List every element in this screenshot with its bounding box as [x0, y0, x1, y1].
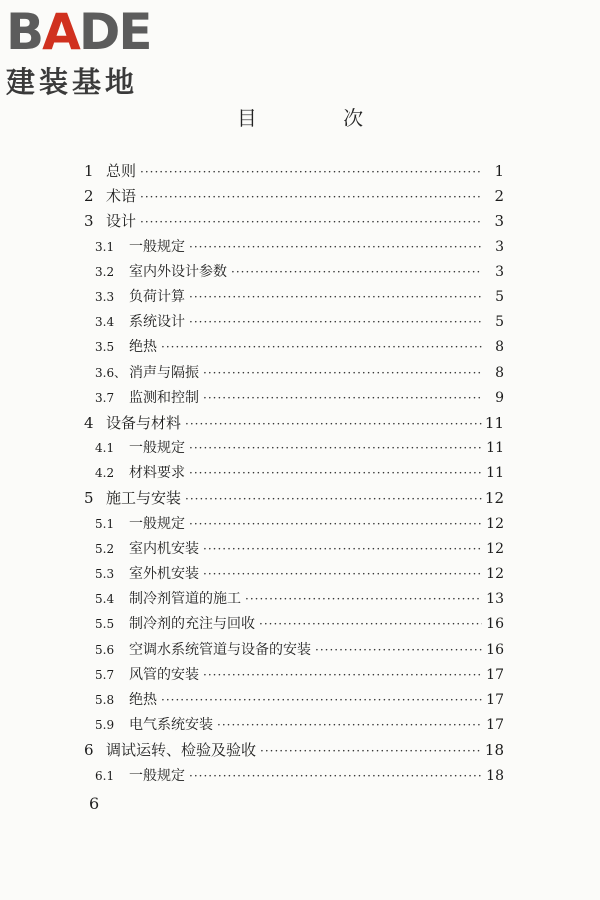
toc-entry-label: 总则 — [106, 162, 137, 180]
toc-entry-number: 5.9 — [95, 718, 115, 733]
toc-entry-number: 5.6 — [95, 642, 115, 657]
toc-entry-label: 负荷计算 — [129, 288, 185, 305]
toc-entry-number: 2 — [84, 187, 94, 206]
logo-wordmark — [6, 3, 176, 61]
logo-letters-de: DE — [78, 3, 151, 61]
toc-entry-page: 12 — [486, 515, 504, 532]
toc-entry-label: 电气系统安装 — [129, 717, 213, 734]
toc-dot-leader — [260, 744, 482, 758]
toc-entry[interactable] — [80, 462, 504, 487]
toc-entry-label: 室外机安装 — [129, 566, 199, 582]
toc-entry-page: 12 — [486, 540, 504, 557]
toc-entry-number: 5.3 — [95, 567, 115, 581]
toc-entry-number: 4.2 — [95, 466, 115, 481]
toc-dot-leader — [161, 340, 482, 354]
toc-entry[interactable] — [80, 639, 504, 664]
toc-entry[interactable] — [80, 160, 504, 185]
toc-dot-leader — [203, 366, 482, 380]
toc-dot-leader — [185, 492, 482, 506]
toc-entry-label: 制冷剂的充注与回收 — [129, 616, 255, 633]
toc-dot-leader — [161, 693, 482, 707]
toc-entry-label: 一般规定 — [129, 515, 185, 532]
toc-entry[interactable] — [80, 185, 504, 210]
toc-entry-page: 17 — [486, 717, 504, 734]
toc-entry-page: 13 — [486, 591, 504, 608]
toc-entry-label: 空调水系统管道与设备的安装 — [129, 641, 311, 658]
toc-entry-page: 12 — [484, 489, 504, 508]
toc-entry-page: 3 — [495, 263, 504, 280]
toc-dot-leader — [203, 542, 482, 556]
toc-dot-leader — [189, 240, 482, 254]
toc-dot-leader — [140, 190, 482, 204]
toc-entry-label: 一般规定 — [129, 440, 185, 457]
logo-letter-b: B — [6, 3, 43, 61]
toc-entry-page: 11 — [484, 413, 504, 432]
toc-entry-page: 17 — [486, 666, 504, 683]
toc-dot-leader — [189, 441, 482, 455]
toc-dot-leader — [189, 466, 482, 480]
toc-entry-label: 设计 — [106, 212, 137, 231]
toc-entry-page: 18 — [486, 767, 504, 784]
toc-entry-label: 施工与安装 — [106, 489, 182, 508]
toc-entry-number: 3.7 — [95, 390, 115, 405]
toc-entry-page: 18 — [484, 741, 504, 760]
toc-entry-number: 4.1 — [95, 441, 115, 456]
toc-dot-leader — [245, 592, 482, 606]
logo-subtitle: 建装基地 — [6, 65, 139, 99]
toc-entry-number: 5.4 — [95, 592, 115, 607]
toc-entry-label: 绝热 — [129, 691, 157, 708]
toc-entry[interactable] — [80, 487, 504, 512]
toc-entry-label: 一般规定 — [129, 238, 185, 255]
toc-entry-number: 6 — [84, 741, 94, 760]
toc-entry-number: 6.1 — [95, 768, 115, 783]
toc-dot-leader — [140, 215, 482, 229]
page-number: 6 — [89, 794, 100, 813]
toc-dot-leader — [203, 567, 482, 581]
toc-entry-label: 绝热 — [129, 339, 157, 356]
toc-entry[interactable] — [80, 362, 504, 387]
toc-entry-page: 3 — [495, 238, 504, 255]
toc-entry-number: 5 — [84, 489, 94, 508]
toc-dot-leader — [217, 718, 482, 732]
toc-entry-label: 设备与材料 — [106, 413, 182, 432]
toc-entry-number: 5.2 — [95, 541, 115, 556]
toc-entry-label: 术语 — [106, 187, 137, 206]
toc-entry-page: 9 — [495, 389, 504, 406]
toc-entry[interactable] — [80, 412, 504, 437]
toc-entry-number: 1 — [84, 162, 94, 180]
toc-entry[interactable] — [80, 765, 504, 790]
toc-entry-label: 消声与隔振 — [129, 364, 199, 381]
toc-entry[interactable] — [80, 739, 504, 764]
toc-entry[interactable] — [80, 236, 504, 261]
toc-entry-label: 风管的安装 — [129, 666, 199, 683]
toc-entry[interactable] — [80, 387, 504, 412]
toc-entry[interactable] — [80, 689, 504, 714]
toc-entry-page: 1 — [494, 162, 504, 180]
toc-entry-label: 材料要求 — [129, 465, 185, 482]
toc-dot-leader — [259, 617, 482, 631]
toc-entry-number: 5.5 — [95, 617, 115, 632]
toc-dot-leader — [231, 265, 482, 279]
toc-entry-number: 5.7 — [95, 667, 115, 682]
toc-entry-label: 监测和控制 — [129, 389, 199, 406]
toc-entry[interactable] — [80, 563, 504, 588]
toc-entry-page: 16 — [486, 616, 504, 633]
toc-dot-leader — [203, 668, 482, 682]
toc-dot-leader — [189, 517, 482, 531]
toc-entry-page: 11 — [486, 440, 504, 457]
toc-dot-leader — [315, 643, 482, 657]
toc-entry[interactable] — [80, 613, 504, 638]
toc-dot-leader — [189, 315, 482, 329]
toc-entry-label: 系统设计 — [129, 314, 185, 331]
toc-dot-leader — [189, 290, 482, 304]
toc-entry-page: 16 — [486, 641, 504, 658]
toc-entry[interactable] — [80, 336, 504, 361]
toc-entry[interactable] — [80, 437, 504, 462]
toc-entry[interactable] — [80, 538, 504, 563]
toc-entry-label: 室内机安装 — [129, 540, 199, 557]
toc-entry-page: 5 — [495, 314, 504, 331]
toc-entry-page: 5 — [495, 288, 504, 305]
toc-entry-number: 5.1 — [95, 516, 115, 531]
toc-dot-leader — [203, 391, 482, 405]
toc-entry-number: 3.3 — [95, 289, 115, 304]
toc-dot-leader — [140, 165, 482, 179]
toc-dot-leader — [189, 769, 482, 783]
toc-entry[interactable] — [80, 588, 504, 613]
logo — [6, 3, 176, 101]
toc-entry-number: 3.2 — [95, 264, 115, 279]
toc-entry-label: 调试运转、检验及验收 — [106, 741, 257, 760]
toc-entry-number: 3.5 — [95, 340, 115, 355]
toc-entry[interactable] — [80, 286, 504, 311]
toc-entry[interactable] — [80, 311, 504, 336]
toc-entry-number: 3.6、 — [95, 365, 127, 380]
toc-entry-page: 8 — [495, 339, 504, 356]
toc-entry[interactable] — [80, 513, 504, 538]
toc-entry-page: 11 — [486, 465, 504, 482]
toc-entry-page: 8 — [495, 364, 504, 381]
toc-entry[interactable] — [80, 261, 504, 286]
toc-dot-leader — [185, 417, 482, 431]
logo-letter-a: A — [42, 3, 79, 61]
toc-entry[interactable] — [80, 664, 504, 689]
toc-entry-number: 3.4 — [95, 315, 115, 330]
toc-entry-number: 4 — [84, 413, 94, 432]
table-of-contents — [80, 160, 504, 790]
toc-entry-page: 2 — [494, 187, 504, 206]
toc-entry-page: 17 — [486, 691, 504, 708]
toc-entry[interactable] — [80, 210, 504, 235]
toc-entry-label: 制冷剂管道的施工 — [129, 591, 241, 608]
toc-entry-label: 一般规定 — [129, 767, 185, 784]
toc-entry-number: 3 — [84, 212, 94, 231]
toc-entry-page: 12 — [486, 566, 504, 582]
toc-title: 目 次 — [236, 106, 404, 130]
toc-entry[interactable] — [80, 714, 504, 739]
toc-entry-label: 室内外设计参数 — [129, 263, 227, 280]
toc-entry-page: 3 — [494, 212, 504, 231]
toc-entry-number: 5.8 — [95, 692, 115, 707]
toc-entry-number: 3.1 — [95, 239, 115, 254]
